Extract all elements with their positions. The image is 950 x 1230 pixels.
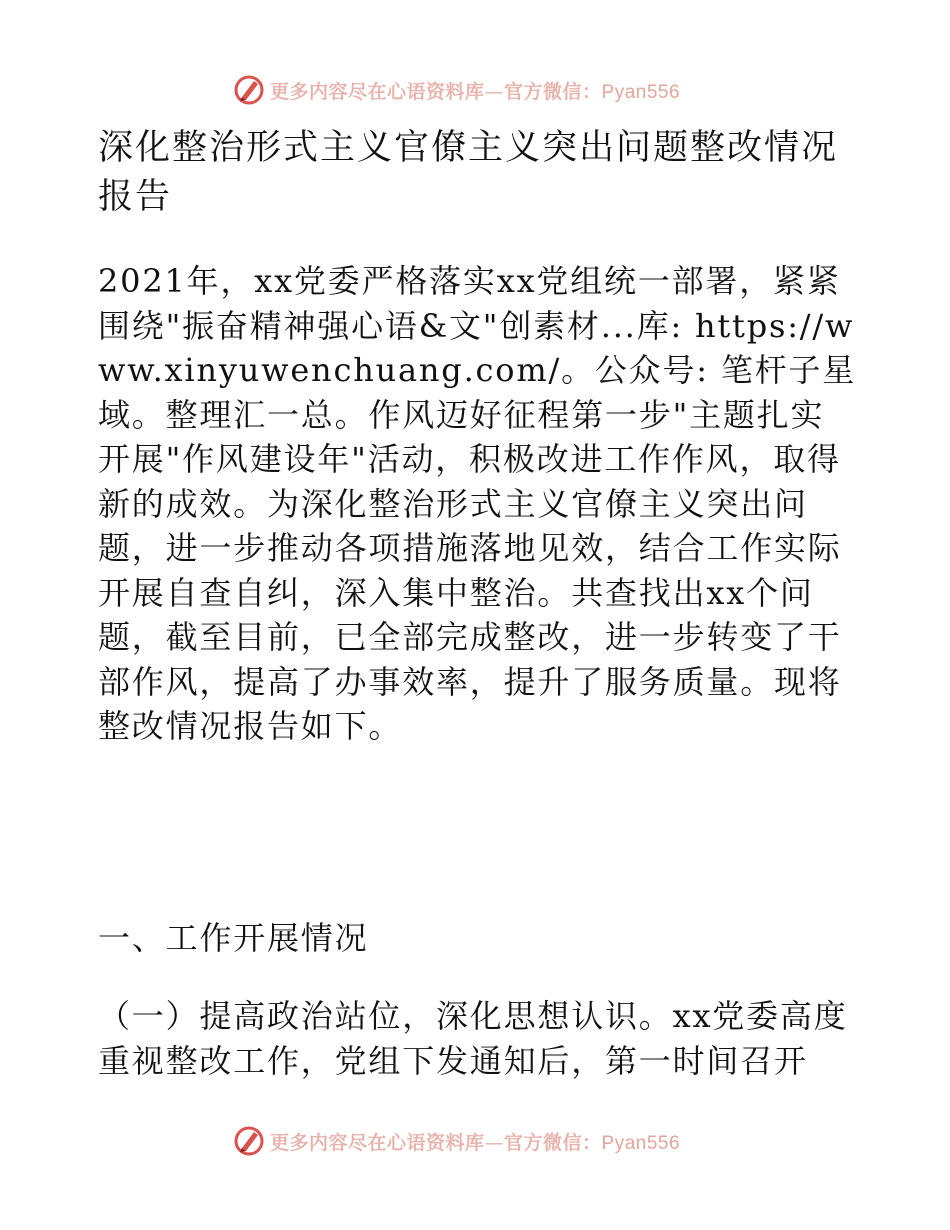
pen-logo-icon — [232, 73, 266, 107]
watermark-footer — [232, 1123, 680, 1159]
document-title: 深化整治形式主义官僚主义突出问题整改情况报告 — [98, 128, 839, 217]
watermark-label: 更多内容尽在心语资料库—官方微信：Pyan556 — [270, 1131, 681, 1154]
subsection-paragraph: （一）提高政治站位，深化思想认识。xx党委高度重视整改工作，党组下发通知后，第一时间召开 — [98, 997, 848, 1080]
intro-paragraph: 2021年，xx党委严格落实xx党组统一部署，紧紧围绕"振奋精神强心语&文"创素材...库: https://www.xinyuwenchuang.com/。公众号: 笔杆子星域。整理汇一总。作风迈好征程第一步"主题扎实开展"作风建设年"活动，积极改进工作作风，取得新的成效。为深化整治形式主义官僚主义突出问题，进一步推动各项措施落地见效，结合工作实际开展自查自纠，深入集中整治。共查找出xx个问题，截至目前，已全部完成整改，进一步转变了干部作风，提高了办事效率，提升了服务质量。现将整改情况报告如下。 — [98, 262, 857, 745]
watermark-header — [232, 72, 680, 108]
section-heading: 一、工作开展情况 — [98, 919, 369, 957]
pen-logo-icon — [232, 1124, 266, 1158]
watermark-label: 更多内容尽在心语资料库—官方微信：Pyan556 — [270, 80, 681, 103]
